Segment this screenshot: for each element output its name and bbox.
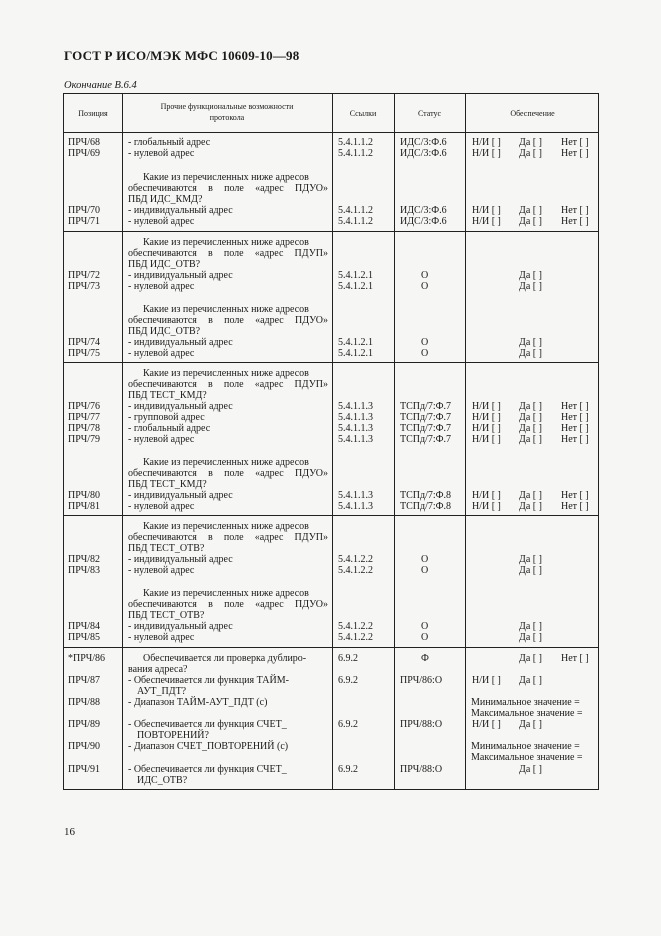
row-status: О [421, 565, 429, 576]
row-reference: 5.4.1.2.2 [338, 632, 373, 643]
row-reference: 6.9.2 [338, 675, 358, 686]
question-text: Какие из перечисленных ниже адресов [143, 237, 309, 248]
support-yes: Да [ ] [519, 621, 542, 632]
row-position: ПРЧ/88 [68, 697, 101, 708]
support-no: Нет [ ] [561, 148, 589, 159]
support-ni: Н/И [ ] [472, 490, 501, 501]
question-text: обеспечиваются в поле «адрес ПДУО» [128, 599, 328, 610]
row-position: ПРЧ/75 [68, 348, 101, 359]
support-yes: Да [ ] [519, 401, 542, 412]
row-description: - Обеспечивается ли функция СЧЕТ_ [128, 764, 287, 775]
row-description: - Диапазон ТАЙМ-АУТ_ПДТ (с) [128, 697, 268, 708]
support-yes: Да [ ] [519, 764, 542, 775]
table-caption: Окончание В.6.4 [64, 80, 137, 91]
support-yes: Да [ ] [519, 205, 542, 216]
row-position: ПРЧ/82 [68, 554, 101, 565]
row-divider [64, 515, 598, 516]
row-description: - нулевой адрес [128, 565, 195, 576]
row-reference: 5.4.1.1.3 [338, 434, 373, 445]
row-status: ИДС/3:Ф.6 [400, 216, 447, 227]
row-position: ПРЧ/69 [68, 148, 101, 159]
row-reference: 5.4.1.1.3 [338, 412, 373, 423]
row-position: ПРЧ/90 [68, 741, 101, 752]
row-position: ПРЧ/89 [68, 719, 101, 730]
row-description: вания адреса? [128, 664, 188, 675]
row-description: - Обеспечивается ли функция СЧЕТ_ [128, 719, 287, 730]
row-divider [64, 647, 598, 648]
question-text: ПБД ТЕСТ_ОТВ? [128, 610, 205, 621]
row-reference: 5.4.1.1.3 [338, 501, 373, 512]
row-position: ПРЧ/77 [68, 412, 101, 423]
column-header-position: Позиция [78, 109, 108, 118]
question-text: ПБД ТЕСТ_КМД? [128, 479, 207, 490]
support-ni: Н/И [ ] [472, 719, 501, 730]
row-status: О [421, 348, 429, 359]
row-reference: 5.4.1.1.2 [338, 137, 373, 148]
row-status: О [421, 337, 429, 348]
row-position: ПРЧ/78 [68, 423, 101, 434]
row-status: О [421, 554, 429, 565]
row-description: АУТ_ПДТ? [137, 686, 187, 697]
row-divider [64, 362, 598, 363]
support-yes: Да [ ] [519, 434, 542, 445]
support-yes: Да [ ] [519, 423, 542, 434]
support-yes: Да [ ] [519, 281, 542, 292]
page-number: 16 [64, 826, 75, 838]
row-description: - индивидуальный адрес [128, 490, 233, 501]
row-status: ТСПд/7:Ф.7 [400, 401, 452, 412]
row-position: ПРЧ/74 [68, 337, 101, 348]
row-status: ТСПд/7:Ф.8 [400, 501, 452, 512]
question-text: обеспечиваются в поле «адрес ПДУО» [128, 315, 328, 326]
question-text: Какие из перечисленных ниже адресов [143, 457, 309, 468]
support-ni: Н/И [ ] [472, 137, 501, 148]
row-reference: 5.4.1.2.1 [338, 348, 373, 359]
support-no: Нет [ ] [561, 490, 589, 501]
row-description: - нулевой адрес [128, 281, 195, 292]
row-position: ПРЧ/80 [68, 490, 101, 501]
row-status: ТСПд/7:Ф.8 [400, 490, 452, 501]
support-yes: Да [ ] [519, 412, 542, 423]
question-text: ПБД ТЕСТ_КМД? [128, 390, 207, 401]
row-position: ПРЧ/91 [68, 764, 101, 775]
support-yes: Да [ ] [519, 270, 542, 281]
column-header-status: Статус [417, 109, 442, 118]
row-reference: 5.4.1.1.3 [338, 490, 373, 501]
row-position: ПРЧ/72 [68, 270, 101, 281]
support-no: Нет [ ] [561, 412, 589, 423]
support-max-value: Максимальное значение = [471, 752, 583, 763]
support-yes: Да [ ] [519, 632, 542, 643]
question-text: ПБД ИДС_ОТВ? [128, 259, 201, 270]
support-yes: Да [ ] [519, 137, 542, 148]
question-text: Какие из перечисленных ниже адресов [143, 172, 309, 183]
support-no: Нет [ ] [561, 423, 589, 434]
row-position: ПРЧ/76 [68, 401, 101, 412]
question-text: Какие из перечисленных ниже адресов [143, 304, 309, 315]
support-ni: Н/И [ ] [472, 148, 501, 159]
support-no: Нет [ ] [561, 434, 589, 445]
column-header-capability-line2: протокола [209, 113, 245, 122]
row-position: ПРЧ/83 [68, 565, 101, 576]
row-description: - индивидуальный адрес [128, 401, 233, 412]
support-ni: Н/И [ ] [472, 205, 501, 216]
row-status: ИДС/3:Ф.6 [400, 148, 447, 159]
row-description: - нулевой адрес [128, 216, 195, 227]
support-max-value: Максимальное значение = [471, 708, 583, 719]
row-description: - индивидуальный адрес [128, 270, 233, 281]
row-description: Обеспечивается ли проверка дублиро- [143, 653, 307, 664]
support-yes: Да [ ] [519, 675, 542, 686]
row-status: Ф [421, 653, 429, 664]
row-reference: 5.4.1.2.1 [338, 337, 373, 348]
row-status: ПРЧ/88:О [400, 764, 443, 775]
column-header-capability: Прочие функциональные возможности [160, 102, 294, 111]
question-text: ПБД ИДС_КМД? [128, 194, 203, 205]
row-status: ИДС/3:Ф.6 [400, 205, 447, 216]
support-yes: Да [ ] [519, 719, 542, 730]
support-yes: Да [ ] [519, 348, 542, 359]
row-position: ПРЧ/81 [68, 501, 101, 512]
row-description: - нулевой адрес [128, 148, 195, 159]
requirements-table [63, 93, 599, 790]
column-divider [122, 94, 123, 789]
row-position: ПРЧ/85 [68, 632, 101, 643]
support-no: Нет [ ] [561, 653, 589, 664]
row-description: - нулевой адрес [128, 348, 195, 359]
support-min-value: Минимальное значение = [471, 697, 580, 708]
row-reference: 6.9.2 [338, 719, 358, 730]
row-description: - нулевой адрес [128, 434, 195, 445]
row-position: ПРЧ/73 [68, 281, 101, 292]
support-ni: Н/И [ ] [472, 434, 501, 445]
question-text: Какие из перечисленных ниже адресов [143, 588, 309, 599]
question-text: обеспечиваются в поле «адрес ПДУО» [128, 183, 328, 194]
row-reference: 5.4.1.2.2 [338, 621, 373, 632]
support-ni: Н/И [ ] [472, 401, 501, 412]
row-description: - Диапазон СЧЕТ_ПОВТОРЕНИЙ (с) [128, 741, 289, 752]
row-status: О [421, 632, 429, 643]
row-position: ПРЧ/79 [68, 434, 101, 445]
column-divider [465, 94, 466, 789]
row-position: ПРЧ/68 [68, 137, 101, 148]
row-reference: 6.9.2 [338, 764, 358, 775]
row-reference: 5.4.1.2.2 [338, 565, 373, 576]
row-reference: 5.4.1.1.2 [338, 205, 373, 216]
support-no: Нет [ ] [561, 216, 589, 227]
row-reference: 5.4.1.1.2 [338, 148, 373, 159]
row-description: - индивидуальный адрес [128, 205, 233, 216]
support-yes: Да [ ] [519, 554, 542, 565]
column-header-references: Ссылки [349, 109, 377, 118]
question-text: Какие из перечисленных ниже адресов [143, 368, 309, 379]
row-status: О [421, 281, 429, 292]
support-ni: Н/И [ ] [472, 216, 501, 227]
row-status: ТСПд/7:Ф.7 [400, 412, 452, 423]
row-description: - нулевой адрес [128, 501, 195, 512]
question-text: ПБД ТЕСТ_ОТВ? [128, 543, 205, 554]
support-no: Нет [ ] [561, 137, 589, 148]
column-divider [332, 94, 333, 789]
page-header: ГОСТ Р ИСО/МЭК МФС 10609-10—98 [64, 48, 300, 63]
row-description: ПОВТОРЕНИЙ? [137, 730, 209, 741]
row-position: ПРЧ/71 [68, 216, 101, 227]
support-yes: Да [ ] [519, 565, 542, 576]
support-yes: Да [ ] [519, 148, 542, 159]
row-status: ПРЧ/86:О [400, 675, 443, 686]
row-description: - индивидуальный адрес [128, 621, 233, 632]
row-description: - глобальный адрес [128, 423, 211, 434]
question-text: обеспечиваются в поле «адрес ПДУП» [128, 248, 328, 259]
row-description: - групповой адрес [128, 412, 205, 423]
row-description: - индивидуальный адрес [128, 337, 233, 348]
header-divider [64, 132, 598, 133]
row-status: ТСПд/7:Ф.7 [400, 434, 452, 445]
row-reference: 5.4.1.1.3 [338, 401, 373, 412]
row-reference: 6.9.2 [338, 653, 358, 664]
column-divider [394, 94, 395, 789]
row-position: ПРЧ/70 [68, 205, 101, 216]
row-reference: 5.4.1.2.2 [338, 554, 373, 565]
row-reference: 5.4.1.2.1 [338, 281, 373, 292]
support-ni: Н/И [ ] [472, 423, 501, 434]
row-description: - Обеспечивается ли функция ТАЙМ- [128, 675, 289, 686]
support-min-value: Минимальное значение = [471, 741, 580, 752]
support-ni: Н/И [ ] [472, 675, 501, 686]
row-reference: 5.4.1.1.3 [338, 423, 373, 434]
row-description: ИДС_ОТВ? [137, 775, 188, 786]
row-status: ТСПд/7:Ф.7 [400, 423, 452, 434]
support-yes: Да [ ] [519, 501, 542, 512]
support-ni: Н/И [ ] [472, 501, 501, 512]
row-reference: 5.4.1.1.2 [338, 216, 373, 227]
question-text: обеспечиваются в поле «адрес ПДУП» [128, 532, 328, 543]
question-text: Какие из перечисленных ниже адресов [143, 521, 309, 532]
question-text: обеспечиваются в поле «адрес ПДУО» [128, 468, 328, 479]
row-description: - нулевой адрес [128, 632, 195, 643]
row-position: ПРЧ/87 [68, 675, 101, 686]
support-yes: Да [ ] [519, 337, 542, 348]
support-no: Нет [ ] [561, 401, 589, 412]
row-position: *ПРЧ/86 [68, 653, 106, 664]
row-reference: 5.4.1.2.1 [338, 270, 373, 281]
row-status: О [421, 621, 429, 632]
column-header-support: Обеспечение [510, 109, 555, 118]
row-description: - индивидуальный адрес [128, 554, 233, 565]
row-description: - глобальный адрес [128, 137, 211, 148]
support-ni: Н/И [ ] [472, 412, 501, 423]
question-text: обеспечиваются в поле «адрес ПДУП» [128, 379, 328, 390]
support-yes: Да [ ] [519, 216, 542, 227]
row-status: О [421, 270, 429, 281]
row-position: ПРЧ/84 [68, 621, 101, 632]
row-status: ИДС/3:Ф.6 [400, 137, 447, 148]
support-no: Нет [ ] [561, 205, 589, 216]
row-status: ПРЧ/88:О [400, 719, 443, 730]
question-text: ПБД ИДС_ОТВ? [128, 326, 201, 337]
row-divider [64, 231, 598, 232]
support-yes: Да [ ] [519, 653, 542, 664]
support-yes: Да [ ] [519, 490, 542, 501]
support-no: Нет [ ] [561, 501, 589, 512]
